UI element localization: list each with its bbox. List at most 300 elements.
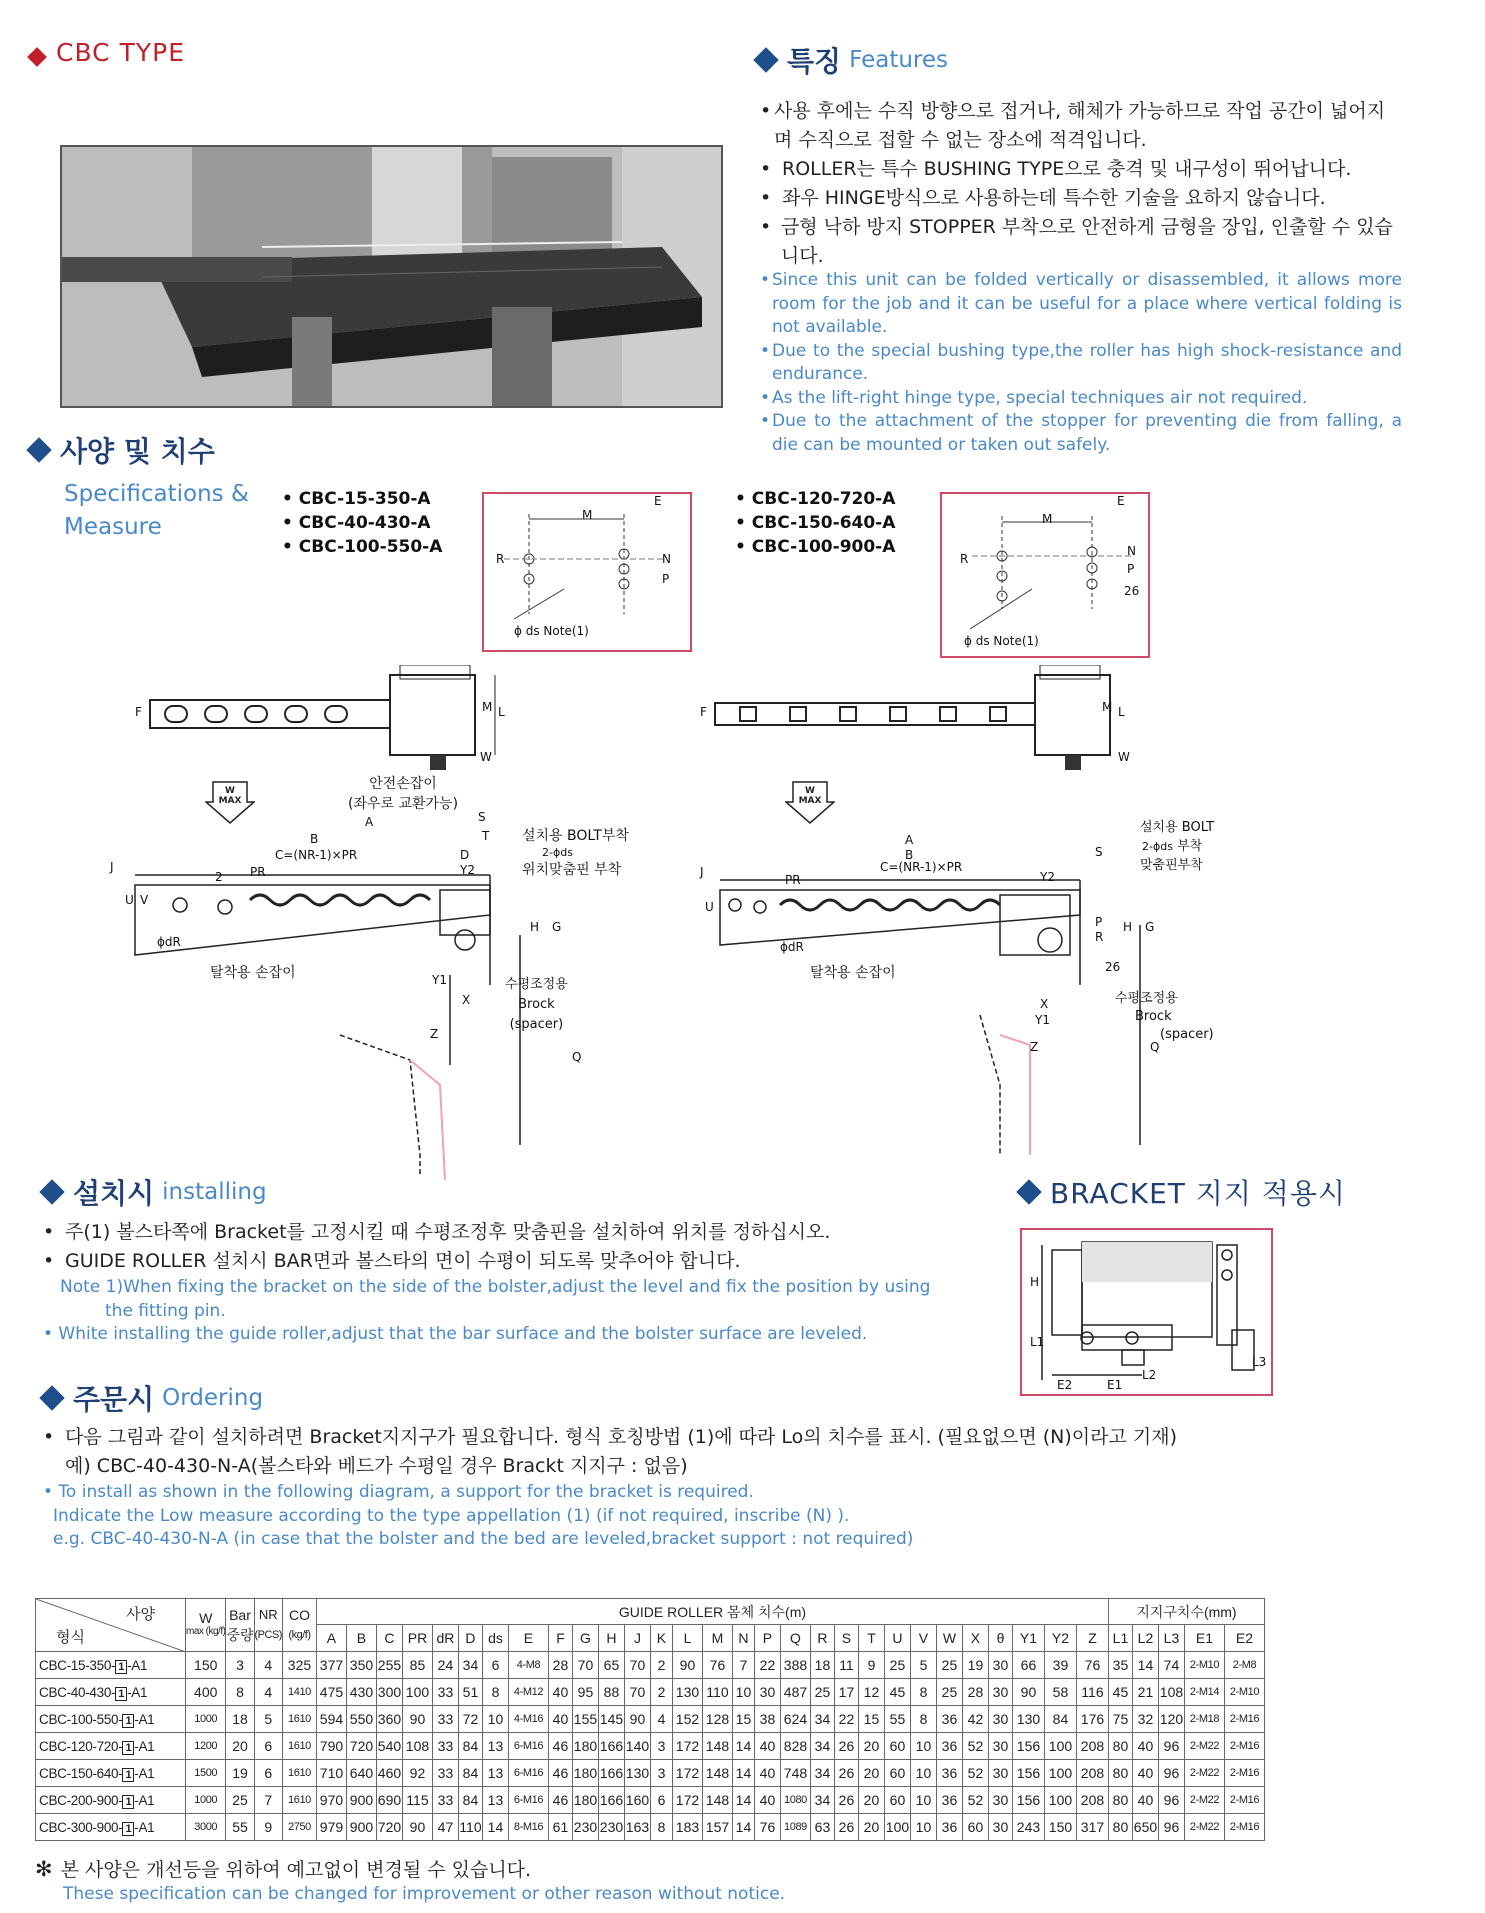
table-cell: 172 (672, 1787, 702, 1814)
boxed-number: 1 (122, 1795, 134, 1809)
table-cell: 26 (834, 1814, 858, 1841)
table-cell: 52 (962, 1733, 988, 1760)
table-cell: 2-M16 (1224, 1760, 1264, 1787)
table-cell: 120 (1158, 1706, 1184, 1733)
spec-table-wrap (35, 1598, 1265, 1841)
table-cell: 35 (1108, 1652, 1132, 1679)
table-cell: 255 (376, 1652, 402, 1679)
table-cell: 1610 (282, 1787, 316, 1814)
table-cell: 33 (432, 1760, 458, 1787)
top-view-drawing (700, 665, 1130, 775)
table-cell: 21 (1132, 1679, 1158, 1706)
table-cell: 14 (732, 1814, 754, 1841)
safety-handle-label: 안전손잡이 (좌우로 교환가능) (348, 776, 459, 812)
ordering-text: • 다음 그림과 같이 설치하려면 Bracket지지구가 필요합니다. 형식 호칭방법 (1)에 따라 Lo의 치수를 표시. (필요없으면 (N)이라고 기재) 예) CBC-40-430-N-A(볼스타와 베드가 수평일 경우 Brackt 지지구 : 없음) • To install as shown in the following diagram, a support for the bracket is required. Indicate the Low measure according to the type appellation (1) (if not required, inscribe (N) ). e.g. CBC-40-430-N-A (in case that the bolster and the bed are leveled,bracket support : not required) (43, 1423, 1423, 1552)
table-cell: 10 (910, 1760, 936, 1787)
list-item: • Due to the attachment of the stopper for preventing die from falling, a die can be mounted or taken out safely. (760, 411, 1402, 455)
table-cell: 6 (254, 1760, 282, 1787)
table-cell: 550 (346, 1706, 376, 1733)
detach-handle-label: 탈착용 손잡이 (810, 965, 896, 981)
table-cell: 148 (702, 1733, 732, 1760)
table-cell: 90 (1012, 1679, 1044, 1706)
table-cell: 640 (346, 1760, 376, 1787)
table-cell: 148 (702, 1760, 732, 1787)
column-header: dR (432, 1625, 458, 1652)
column-header: θ (988, 1625, 1012, 1652)
table-cell: 36 (936, 1814, 962, 1841)
table-cell: 4 (254, 1652, 282, 1679)
list-item: • ROLLER는 특수 BUSHING TYPE으로 충격 및 내구성이 뛰어납니다. (760, 158, 1352, 180)
table-cell: 1200 (186, 1733, 226, 1760)
table-cell: 172 (672, 1760, 702, 1787)
table-cell: 208 (1076, 1787, 1108, 1814)
table-cell: 34 (810, 1787, 834, 1814)
table-cell: 19 (962, 1652, 988, 1679)
table-row (36, 1706, 1265, 1733)
table-cell: 12 (858, 1679, 884, 1706)
table-cell: 7 (254, 1787, 282, 1814)
table-cell: 75 (1108, 1706, 1132, 1733)
table-cell: 208 (1076, 1733, 1108, 1760)
table-cell: 38 (754, 1706, 780, 1733)
table-cell: 720 (346, 1733, 376, 1760)
corner-header: 사양 형식 (36, 1599, 186, 1652)
table-cell: 96 (1158, 1733, 1184, 1760)
table-cell: 46 (548, 1733, 572, 1760)
table-cell: 720 (376, 1814, 402, 1841)
table-cell: 10 (482, 1706, 508, 1733)
table-cell: 1000 (186, 1706, 226, 1733)
w-header: W max (kg/f) (186, 1599, 226, 1652)
table-cell: 30 (754, 1679, 780, 1706)
table-cell: 155 (572, 1706, 598, 1733)
table-cell: 22 (754, 1652, 780, 1679)
features-heading: 특징 Features (757, 40, 948, 80)
table-cell: 36 (936, 1733, 962, 1760)
table-cell: 430 (346, 1679, 376, 1706)
column-header: L (672, 1625, 702, 1652)
list-item: • 사용 후에는 수직 방향으로 접거나, 해체가 가능하므로 작업 공간이 넓어지며 수직으로 접할 수 없는 장소에 적격입니다. (760, 100, 1386, 151)
table-cell: 8 (482, 1679, 508, 1706)
side-view-right: A B C=(NR-1)×PR PR Y2 S J U ϕdR P R 26 H G X Y1 Z Q (700, 815, 1150, 1165)
side-view-left: A B C=(NR-1)×PR PR 2 D S T Y2 J U V ϕdR H G Y1 X Z Q (110, 815, 610, 1185)
hole-detail-left: M E R N P ϕ ds Note(1) (482, 492, 692, 652)
table-cell: 5 (910, 1652, 936, 1679)
table-cell: 2-M10 (1224, 1679, 1264, 1706)
table-cell: 2-M14 (1184, 1679, 1224, 1706)
list-item: • Since this unit can be folded vertically or disassembled, it allows more room for the job and it can be useful for a place where vertical folding is not available. (760, 270, 1402, 337)
table-cell: 180 (572, 1733, 598, 1760)
table-cell: 10 (910, 1787, 936, 1814)
model-cell: CBC-200-900- 1 -A1 (36, 1787, 186, 1814)
table-cell: 108 (1158, 1679, 1184, 1706)
table-cell: 2-M16 (1224, 1733, 1264, 1760)
table-cell: 487 (780, 1679, 810, 1706)
table-cell: 150 (186, 1652, 226, 1679)
table-cell: 8 (910, 1679, 936, 1706)
table-cell: 4-M12 (508, 1679, 548, 1706)
table-cell: 1610 (282, 1706, 316, 1733)
column-header: K (650, 1625, 672, 1652)
table-cell: 46 (548, 1760, 572, 1787)
table-cell: 19 (226, 1760, 254, 1787)
table-cell: 3 (650, 1733, 672, 1760)
table-cell: 20 (858, 1814, 884, 1841)
table-cell: 36 (936, 1760, 962, 1787)
table-cell: 2-M22 (1184, 1760, 1224, 1787)
table-row (36, 1652, 1265, 1679)
boxed-number: 1 (115, 1687, 127, 1701)
footnote: ✻ 본 사양은 개선등을 위하여 예고없이 변경될 수 있습니다. These specification can be changed for improvement or other reason without notice. (35, 1857, 786, 1904)
table-cell: 25 (810, 1679, 834, 1706)
top-view-right: F M L W (700, 665, 1130, 775)
boxed-number: 1 (122, 1741, 134, 1755)
table-cell: 400 (186, 1679, 226, 1706)
table-cell: 60 (884, 1787, 910, 1814)
column-header: Z (1076, 1625, 1108, 1652)
table-cell: 30 (988, 1706, 1012, 1733)
table-cell: 92 (402, 1760, 432, 1787)
table-cell: 46 (548, 1787, 572, 1814)
table-cell: 2 (650, 1652, 672, 1679)
table-cell: 18 (810, 1652, 834, 1679)
column-header: ds (482, 1625, 508, 1652)
table-cell: 26 (834, 1733, 858, 1760)
bar-header: Bar 중량 (226, 1599, 254, 1652)
table-cell: 25 (936, 1679, 962, 1706)
table-cell: 6-M16 (508, 1733, 548, 1760)
column-header: G (572, 1625, 598, 1652)
table-cell: 90 (624, 1706, 650, 1733)
press-machine-photo (62, 147, 723, 408)
column-header: T (858, 1625, 884, 1652)
table-cell: 14 (482, 1814, 508, 1841)
table-cell: 74 (1158, 1652, 1184, 1679)
side-left-callouts: 설치용 BOLT부착 2-ϕds 위치맞춤핀 부착 (522, 828, 629, 878)
model-cell: CBC-40-430- 1 -A1 (36, 1679, 186, 1706)
table-cell: 10 (910, 1733, 936, 1760)
table-cell: 10 (732, 1679, 754, 1706)
table-cell: 30 (988, 1652, 1012, 1679)
table-row (36, 1679, 1265, 1706)
column-header: L3 (1158, 1625, 1184, 1652)
table-cell: 34 (810, 1760, 834, 1787)
level-brock-label: 수평조정용 Brock (spacer) (1115, 991, 1214, 1042)
column-header: E1 (1184, 1625, 1224, 1652)
column-header: Y1 (1012, 1625, 1044, 1652)
table-cell: 45 (1108, 1679, 1132, 1706)
table-cell: 970 (316, 1787, 346, 1814)
table-cell: 350 (346, 1652, 376, 1679)
table-cell: 51 (458, 1679, 482, 1706)
table-cell: 317 (1076, 1814, 1108, 1841)
table-cell: 8 (650, 1814, 672, 1841)
table-cell: 85 (402, 1652, 432, 1679)
table-cell: 1080 (780, 1787, 810, 1814)
list-item: • 좌우 HINGE방식으로 사용하는데 특수한 기술을 요하지 않습니다. (760, 187, 1326, 209)
table-cell: 6 (254, 1733, 282, 1760)
table-cell: 40 (1132, 1760, 1158, 1787)
table-cell: 45 (884, 1679, 910, 1706)
table-cell: 388 (780, 1652, 810, 1679)
column-header: Y2 (1044, 1625, 1076, 1652)
table-cell: 2-M18 (1184, 1706, 1224, 1733)
w-max-arrow-left: W MAX (205, 780, 255, 829)
table-cell: 96 (1158, 1814, 1184, 1841)
table-cell: 377 (316, 1652, 346, 1679)
cbc-type-heading: CBC TYPE (30, 38, 185, 67)
top-view-left: F M L W (130, 665, 510, 775)
table-cell: 40 (548, 1679, 572, 1706)
table-cell: 9 (858, 1652, 884, 1679)
column-header: P (754, 1625, 780, 1652)
table-cell: 61 (548, 1814, 572, 1841)
table-cell: 2 (650, 1679, 672, 1706)
table-cell: 140 (624, 1733, 650, 1760)
nr-header: NR (PCS) (254, 1599, 282, 1652)
table-cell: 180 (572, 1787, 598, 1814)
table-cell: 80 (1108, 1733, 1132, 1760)
table-cell: 30 (988, 1679, 1012, 1706)
table-cell: 4-M8 (508, 1652, 548, 1679)
table-cell: 1089 (780, 1814, 810, 1841)
table-cell: 979 (316, 1814, 346, 1841)
table-cell: 115 (402, 1787, 432, 1814)
column-header: L1 (1108, 1625, 1132, 1652)
level-brock-label: 수평조정용 Brock (spacer) (505, 977, 568, 1032)
table-cell: 60 (884, 1760, 910, 1787)
table-cell: 4 (650, 1706, 672, 1733)
table-cell: 790 (316, 1733, 346, 1760)
table-cell: 76 (754, 1814, 780, 1841)
table-cell: 1500 (186, 1760, 226, 1787)
table-cell: 58 (1044, 1679, 1076, 1706)
table-cell: 20 (858, 1787, 884, 1814)
table-cell: 26 (834, 1787, 858, 1814)
table-cell: 80 (1108, 1787, 1132, 1814)
column-header: E2 (1224, 1625, 1264, 1652)
table-cell: 828 (780, 1733, 810, 1760)
product-photo (60, 145, 723, 408)
table-cell: 52 (962, 1760, 988, 1787)
table-cell: 17 (834, 1679, 858, 1706)
diamond-bullet-icon (1016, 1179, 1041, 1204)
table-cell: 360 (376, 1706, 402, 1733)
column-header: A (316, 1625, 346, 1652)
table-cell: 9 (254, 1814, 282, 1841)
table-cell: 40 (1132, 1733, 1158, 1760)
table-cell: 30 (988, 1814, 1012, 1841)
boxed-number: 1 (122, 1714, 134, 1728)
specs-subtitle: Specifications & Measure (64, 481, 249, 540)
table-cell: 2-M22 (1184, 1814, 1224, 1841)
table-cell: 88 (598, 1679, 624, 1706)
table-cell: 40 (548, 1706, 572, 1733)
table-cell: 14 (1132, 1652, 1158, 1679)
table-cell: 84 (458, 1787, 482, 1814)
table-cell: 4-M16 (508, 1706, 548, 1733)
boxed-number: 1 (122, 1822, 134, 1836)
table-cell: 163 (624, 1814, 650, 1841)
column-header: S (834, 1625, 858, 1652)
table-cell: 13 (482, 1760, 508, 1787)
table-cell: 76 (1076, 1652, 1108, 1679)
table-cell: 150 (1044, 1814, 1076, 1841)
table-cell: 3000 (186, 1814, 226, 1841)
table-cell: 624 (780, 1706, 810, 1733)
table-cell: 70 (624, 1652, 650, 1679)
table-cell: 30 (988, 1760, 1012, 1787)
table-cell: 148 (702, 1787, 732, 1814)
support-group-header: 지지구치수(mm) (1108, 1599, 1264, 1625)
column-header: W (936, 1625, 962, 1652)
detach-handle-label: 탈착용 손잡이 (210, 965, 296, 981)
column-header: N (732, 1625, 754, 1652)
table-cell: 6 (482, 1652, 508, 1679)
column-header: R (810, 1625, 834, 1652)
table-cell: 8 (910, 1706, 936, 1733)
table-cell: 166 (598, 1760, 624, 1787)
table-cell: 52 (962, 1787, 988, 1814)
column-header: J (624, 1625, 650, 1652)
table-cell: 6 (650, 1787, 672, 1814)
column-header: L2 (1132, 1625, 1158, 1652)
table-cell: 14 (732, 1733, 754, 1760)
table-cell: 66 (1012, 1652, 1044, 1679)
table-cell: 72 (458, 1706, 482, 1733)
table-row (36, 1787, 1265, 1814)
table-cell: 14 (732, 1787, 754, 1814)
column-header: PR (402, 1625, 432, 1652)
table-cell: 13 (482, 1733, 508, 1760)
installing-list: • 주(1) 볼스타쪽에 Bracket를 고정시킬 때 수평조정후 맞춤핀을 설치하여 위치를 정하십시오. • GUIDE ROLLER 설치시 BAR면과 볼스타의 면이 수평이 되도록 맞추어야 합니다. Note 1)When fixing the bracket on the side of the bolster,adjust the level and fix the position by using the fitting pin. • White installing the guide roller,adjust that the bar surface and the bolster surface are leveled. (43, 1218, 983, 1347)
table-cell: 2750 (282, 1814, 316, 1841)
table-cell: 100 (884, 1814, 910, 1841)
table-row (36, 1733, 1265, 1760)
table-cell: 70 (624, 1679, 650, 1706)
table-cell: 65 (598, 1652, 624, 1679)
table-cell: 116 (1076, 1679, 1108, 1706)
table-cell: 160 (624, 1787, 650, 1814)
table-cell: 55 (226, 1814, 254, 1841)
table-cell: 156 (1012, 1733, 1044, 1760)
boxed-number: 1 (122, 1768, 134, 1782)
table-cell: 33 (432, 1787, 458, 1814)
top-view-drawing (130, 665, 510, 775)
table-cell: 76 (702, 1652, 732, 1679)
table-cell: 18 (226, 1706, 254, 1733)
table-cell: 157 (702, 1814, 732, 1841)
table-cell: 80 (1108, 1760, 1132, 1787)
table-cell: 40 (754, 1733, 780, 1760)
table-cell: 70 (572, 1652, 598, 1679)
table-cell: 34 (458, 1652, 482, 1679)
table-cell: 6-M16 (508, 1760, 548, 1787)
table-cell: 100 (1044, 1733, 1076, 1760)
diamond-bullet-icon (39, 1179, 64, 1204)
table-cell: 25 (884, 1652, 910, 1679)
table-cell: 13 (482, 1787, 508, 1814)
model-list-right (735, 487, 895, 559)
list-item: • Due to the special bushing type,the roller has high shock-resistance and endurance. (760, 340, 1402, 384)
model-cell: CBC-150-640- 1 -A1 (36, 1760, 186, 1787)
diamond-bullet-icon (753, 47, 778, 72)
table-cell: 243 (1012, 1814, 1044, 1841)
table-cell: 300 (376, 1679, 402, 1706)
table-cell: 110 (702, 1679, 732, 1706)
table-cell: 100 (1044, 1787, 1076, 1814)
table-cell: 180 (572, 1760, 598, 1787)
table-cell: 36 (936, 1787, 962, 1814)
table-cell: 172 (672, 1733, 702, 1760)
table-cell: 90 (402, 1706, 432, 1733)
table-cell: 325 (282, 1652, 316, 1679)
column-header: C (376, 1625, 402, 1652)
table-cell: 14 (732, 1760, 754, 1787)
table-cell: 55 (884, 1706, 910, 1733)
column-header: D (458, 1625, 482, 1652)
table-cell: 650 (1132, 1814, 1158, 1841)
table-cell: 95 (572, 1679, 598, 1706)
table-cell: 20 (858, 1733, 884, 1760)
hole-detail-right: M E R N P 26 ϕ ds Note(1) (940, 492, 1150, 658)
table-cell: 100 (402, 1679, 432, 1706)
table-cell: 63 (810, 1814, 834, 1841)
column-header: V (910, 1625, 936, 1652)
table-cell: 183 (672, 1814, 702, 1841)
table-cell: 8 (226, 1679, 254, 1706)
table-cell: 60 (884, 1733, 910, 1760)
model-cell: CBC-300-900- 1 -A1 (36, 1814, 186, 1841)
table-cell: 540 (376, 1733, 402, 1760)
list-item: • 다음 그림과 같이 설치하려면 Bracket지지구가 필요합니다. 형식 호칭방법 (1)에 따라 Lo의 치수를 표시. (필요없으면 (N)이라고 기재) (43, 1426, 1178, 1448)
table-cell: 30 (988, 1787, 1012, 1814)
table-cell: 25 (936, 1652, 962, 1679)
table-cell: 10 (910, 1814, 936, 1841)
table-cell: 80 (1108, 1814, 1132, 1841)
list-item: • 주(1) 볼스타쪽에 Bracket를 고정시킬 때 수평조정후 맞춤핀을 설치하여 위치를 정하십시오. (43, 1221, 831, 1243)
table-cell: 11 (834, 1652, 858, 1679)
table-cell: 84 (458, 1760, 482, 1787)
table-cell: 84 (458, 1733, 482, 1760)
table-cell: 25 (226, 1787, 254, 1814)
table-cell: 690 (376, 1787, 402, 1814)
column-header: M (702, 1625, 732, 1652)
table-cell: 40 (754, 1760, 780, 1787)
table-cell: 1610 (282, 1760, 316, 1787)
side-right-callouts: 설치용 BOLT 2-ϕds 부착 맞춤핀부착 (1140, 820, 1215, 873)
list-item: • CBC-100-550-A (282, 537, 443, 557)
list-item: • CBC-40-430-A (282, 513, 431, 533)
model-cell: CBC-15-350- 1 -A1 (36, 1652, 186, 1679)
table-cell: 28 (962, 1679, 988, 1706)
table-cell: 8-M16 (508, 1814, 548, 1841)
table-cell: 24 (432, 1652, 458, 1679)
table-cell: 40 (1132, 1787, 1158, 1814)
table-cell: 36 (936, 1706, 962, 1733)
table-cell: 2-M16 (1224, 1706, 1264, 1733)
table-cell: 33 (432, 1706, 458, 1733)
column-header: B (346, 1625, 376, 1652)
table-cell: 900 (346, 1814, 376, 1841)
table-cell: 32 (1132, 1706, 1158, 1733)
table-cell: 230 (598, 1814, 624, 1841)
table-cell: 34 (810, 1706, 834, 1733)
model-list-left (282, 487, 442, 559)
table-cell: 3 (226, 1652, 254, 1679)
table-cell: 28 (548, 1652, 572, 1679)
table-cell: 15 (732, 1706, 754, 1733)
